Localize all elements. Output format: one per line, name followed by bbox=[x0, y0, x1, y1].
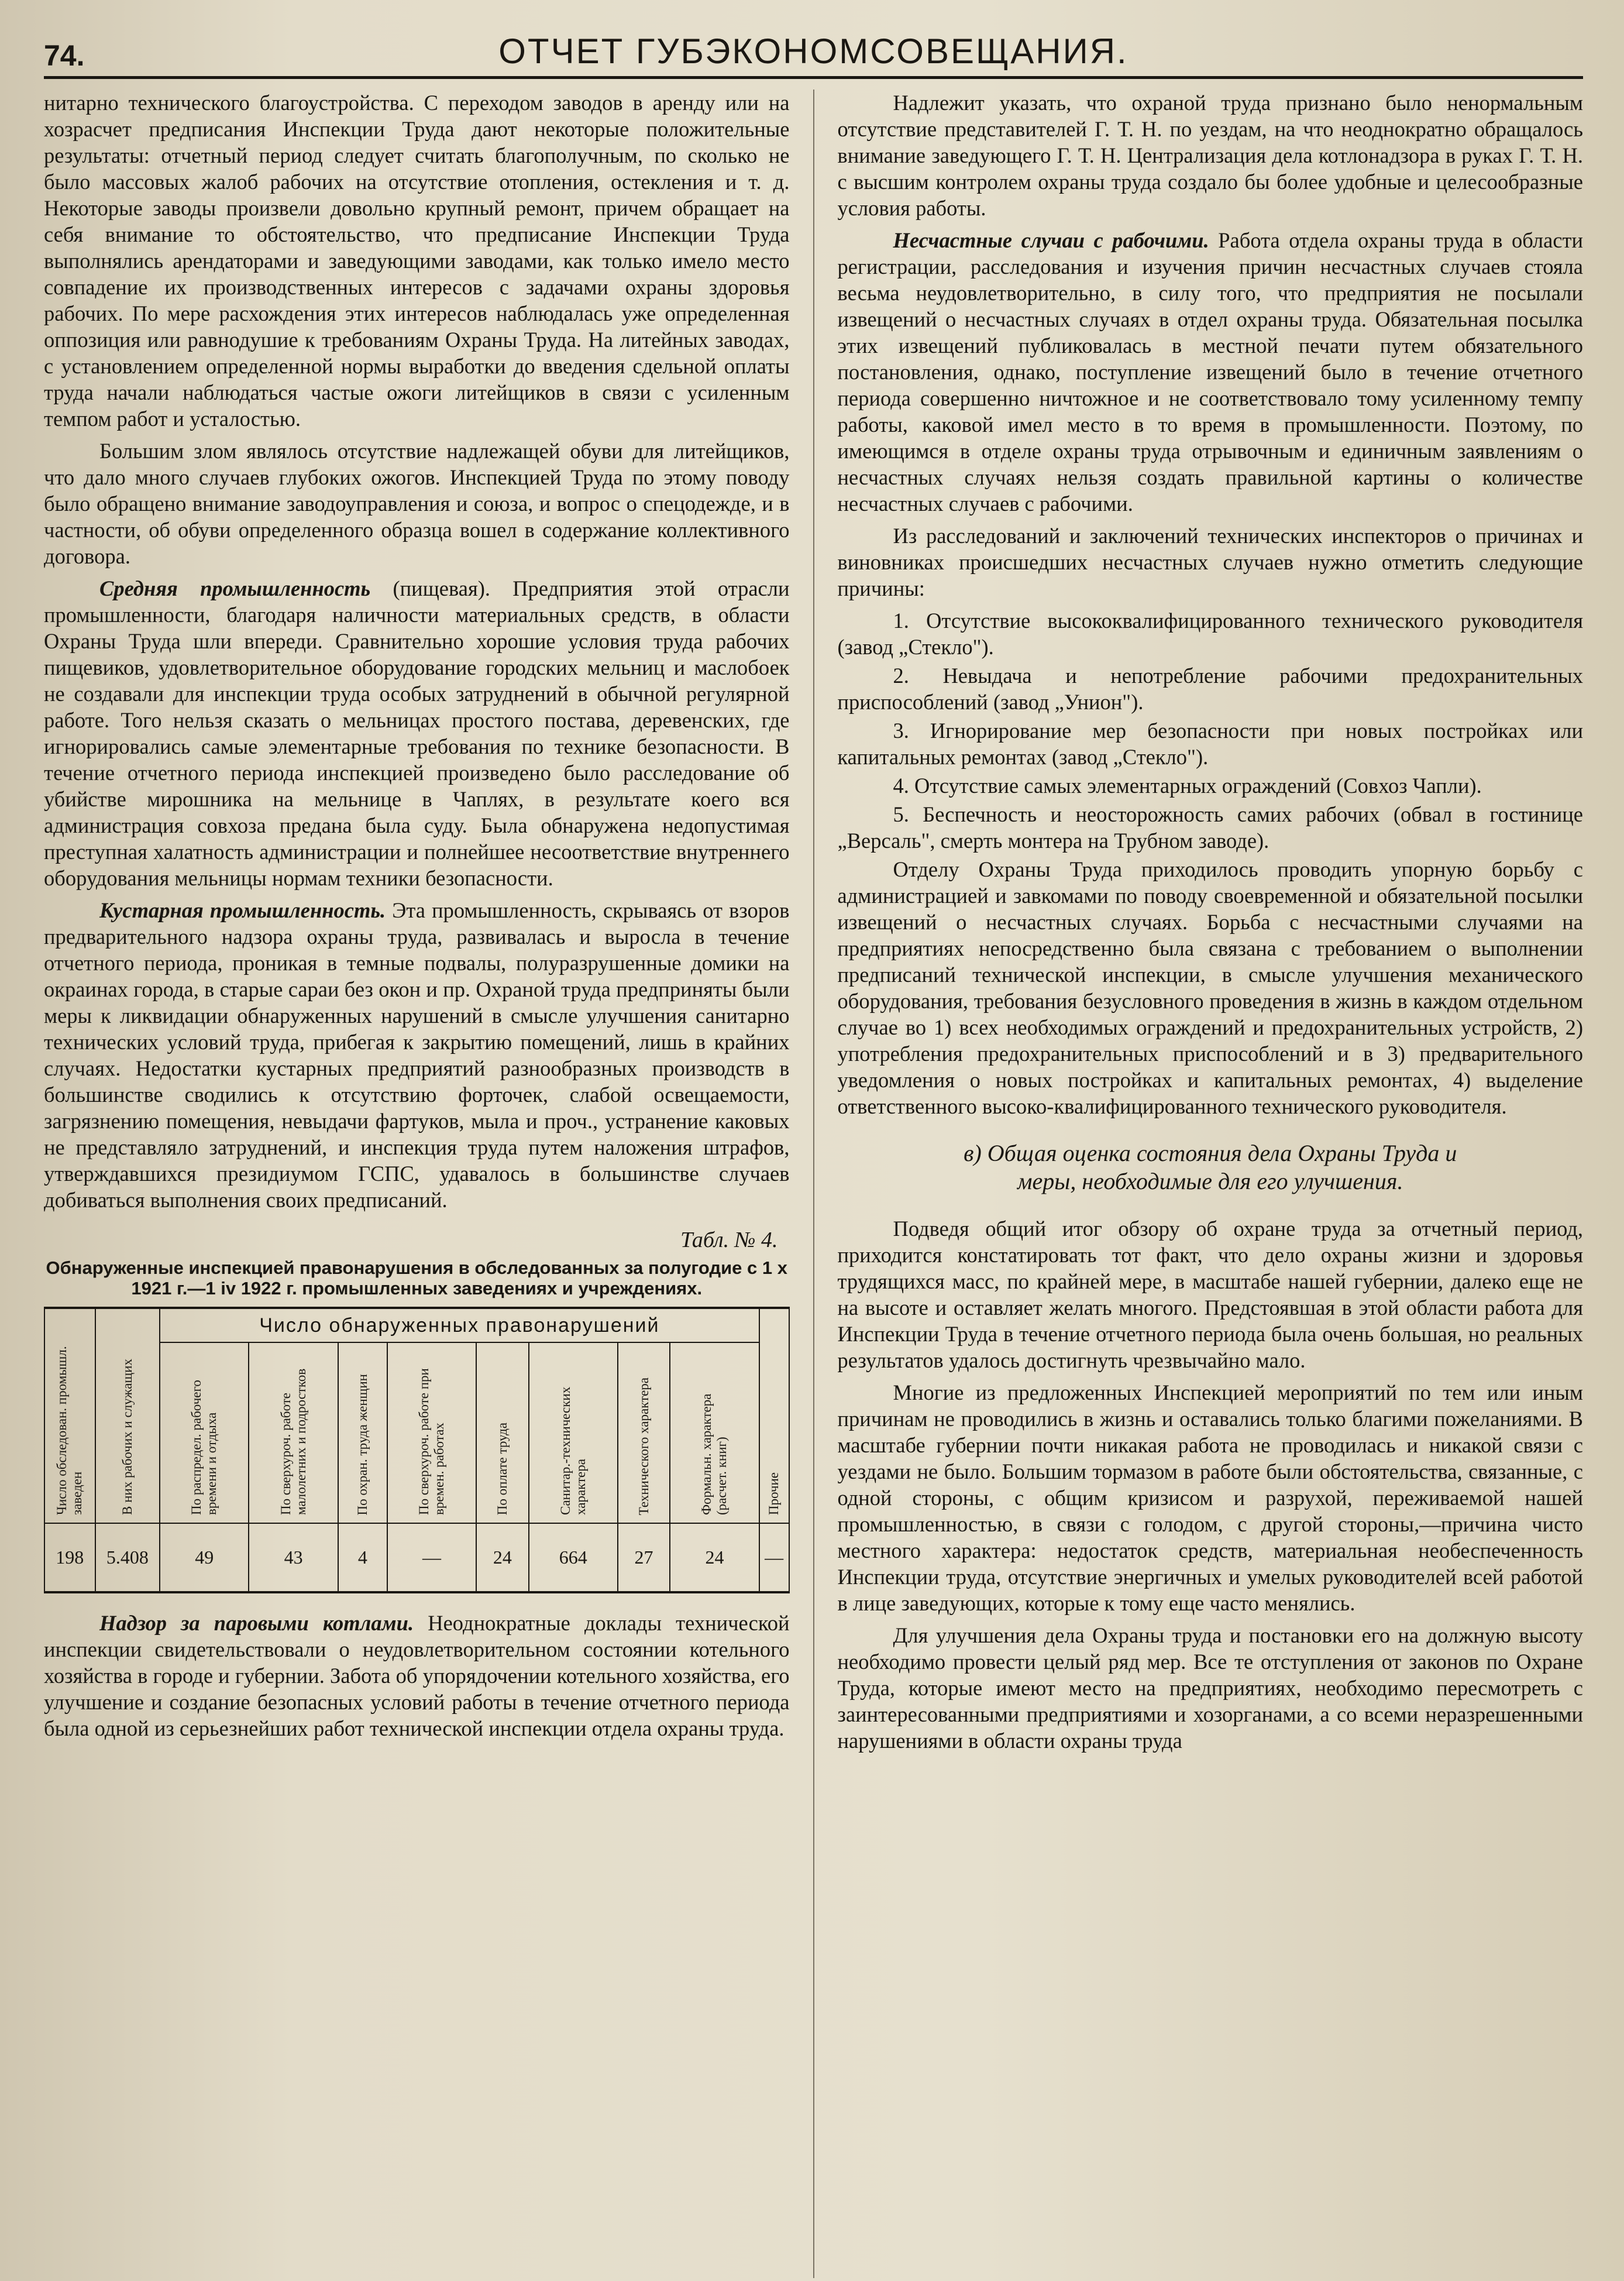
table-cell: 4 bbox=[338, 1523, 387, 1592]
table-cell: 24 bbox=[670, 1523, 759, 1592]
table-cell: 43 bbox=[249, 1523, 338, 1592]
left-column bbox=[44, 90, 813, 2278]
paragraph: Надлежит указать, что охраной труда признано было ненормальным отсутствие представителей Г. Т. Н. по уездам, на что неоднократно обращалось внимание заведующего Г. Т. Н. Централизация дела котлонадзора в руках Г. Т. Н. с высшим контролем охраны труда создало бы более удобные и целесообразные условия работы. bbox=[837, 91, 1583, 220]
paragraph bbox=[44, 1610, 790, 1741]
column-header: По сверхуроч. работе малолетних и подростков bbox=[249, 1342, 338, 1523]
column-header: В них рабочих и служащих bbox=[95, 1308, 160, 1523]
running-title: ОТЧЕТ ГУБЭКОНОМСОВЕЩАНИЯ. bbox=[498, 32, 1128, 71]
paragraph-text: Неоднократные доклады технической инспекции свидетельствовали о неудовлетворительном состоянии котельного хозяйства в городе и губернии. Забота об упорядочении котельного хозяйства, его улучшение и создание безопасных условий работы в течение отчетного периода была одной из серьезнейших работ технической инспекции отдела охраны труда. bbox=[44, 1611, 790, 1740]
right-column bbox=[813, 90, 1584, 2278]
violations-table bbox=[44, 1307, 790, 1593]
list-item: 3. Игнорирование мер безопасности при новых постройках или капитальных ремонтах (завод „Стекло"). bbox=[837, 719, 1583, 769]
paragraph bbox=[44, 575, 790, 891]
section-title: Кустарная промышленность. bbox=[99, 898, 386, 922]
section-title: Несчастные случаи с рабочими. bbox=[893, 228, 1209, 252]
paragraph: Многие из предложенных Инспекцией мероприятий по тем или иным причинам не проводились в жизнь и оставались только благими пожеланиями. В масштабе губернии почти никакая работа не проводилась и никакой связи с уездами не было. Большим тормазом в работе были обстоятельства, связанные, с одной стороны, с общим кризисом и разрухой, переживаемой нашей промышленностью, в связи с голодом, с другой стороны,—причина чисто местного характера: недостаток средств, материальная необеспеченность Инспекции труда, отсутствие энергичных и умелых руководителей всей работой в лице заведующих, которые к тому еще часто менялись. bbox=[837, 1380, 1583, 1615]
column-header: По распредел. рабочего времени и отдыха bbox=[160, 1342, 249, 1523]
list-item: 2. Невыдача и непотребление рабочими предохранительных приспособлений (завод „Унион"). bbox=[837, 664, 1583, 714]
table-cell: — bbox=[759, 1523, 789, 1592]
paragraph bbox=[44, 897, 790, 1213]
section-heading-line: меры, необходимые для его улучшения. bbox=[1017, 1168, 1403, 1194]
paragraph: Из расследований и заключений технических инспекторов о причинах и виновниках происшедших несчастных случаев нужно отметить следующие причины: bbox=[837, 524, 1583, 600]
group-header: Число обнаруженных правонарушений bbox=[160, 1308, 759, 1342]
column-header: Технического характера bbox=[618, 1342, 670, 1523]
paragraph bbox=[838, 227, 1584, 517]
column-header: Прочие bbox=[759, 1308, 789, 1523]
paragraph-text: Работа отдела охраны труда в области регистрации, расследования и изучения причин несчастных случаев стояла весьма неудовлетворительно, в силу того, что предприятия не посылали извещений о несчастных случаях в отдел охраны труда. Обязательная посылка этих извещений публиковалась в местной печати путем обязательного постановления, однако, поступление извещений было в течение отчетного периода совершенно ничтожное и не соответствовало тому усиленному темпу работы, каковой имел место в то время в промышленности. Поэтому, по имеющимся в отделе охраны труда отрывочным и единичным заявлениям о несчастных случаях нельзя создать правильной картины о количестве несчастных случаев с рабочими. bbox=[837, 228, 1583, 516]
paragraph: нитарно технического благоустройства. С переходом заводов в аренду или на хозрасчет предписания Инспекции Труда дают некоторые положительные результаты: отчетный период следует считать благополучным, по сколько не было массовых жалоб рабочих на отсутствие отопления, остекления и т. д. Некоторые заводы произвели довольно крупный ремонт, причем обращает на себя внимание то обстоятельство, что предписание Инспекции Труда выполнялись арендаторами и заведующими заводами, как только имело место совпадение их производственных интересов с задачами охраны здоровья рабочих. По мере расхождения этих интересов наблюдалась уже определенная оппозиция или равнодушие к требованиям Охраны Труда. На литейных заводах, с установлением определенной нормы выработки до введения сдельной оплаты труда начали наблюдаться частые ожоги литейщиков в связи с усиленным темпом работ и усталостью. bbox=[44, 91, 790, 431]
section-heading bbox=[838, 1139, 1584, 1196]
section-heading-line: в) Общая оценка состояния дела Охраны Труда и bbox=[964, 1140, 1457, 1166]
column-header: Число обследован. промышл. заведен bbox=[44, 1308, 95, 1523]
table-cell: 5.408 bbox=[95, 1523, 160, 1592]
paragraph-text: Эта промышленность, скрываясь от взоров предварительного надзора охраны труда, развивалась и выросла в течение отчетного периода, проникая в темные подвалы, полуразрушенные домики на окраинах города, в старые сараи без окон и пр. Охраной труда предприняты были меры к ликвидации обнаруженных нарушений в смысле улучшения санитарно технических условий труда, прибегая к закрытию помещений, лишь в крайних случаях. Недостатки кустарных предприятий разнообразных производств в большинстве сводились к отсутствию форточек, слабой освещаемости, загрязнению помещения, невыдачи фартуков, мыла и проч., устранение каковых не представляло затруднений, и инспекция труда путем наложения штрафов, утверждавшихся президиумом ГСПС, удавалось в большинстве случаев добиваться выполнения своих предписаний. bbox=[44, 898, 790, 1212]
page-number: 74. bbox=[44, 39, 85, 72]
column-header: Формальн. характера (расчет. книг) bbox=[670, 1342, 759, 1523]
section-title: Надзор за паровыми котлами. bbox=[99, 1611, 414, 1635]
paragraph: Подведя общий итог обзору об охране труда за отчетный период, приходится констатировать тот факт, что дело охраны жизни и здоровья трудящихся масс, по крайней мере, в масштабе нашей губернии, далеко еще не на высоте и оставляет желать многого. Предстоявшая в этой области работа для Инспекции Труда в течение отчетного периода была очень большая, но реальных результатов удалось достигнуть чрезвычайно мало. bbox=[837, 1217, 1583, 1372]
column-header: По сверхуроч. работе при времен. работах bbox=[387, 1342, 476, 1523]
paragraph: Отделу Охраны Труда приходилось проводить упорную борьбу с администрацией и завкомами по поводу своевременной и обязательной посылки извещений о несчастных случаях. Борьба с несчастными случаями на предприятиях непосредственно была связана с требованием о выполнении предписаний технической инспекции, в смысле улучшения механического оборудования, требования безусловного проведения в жизнь в каждом отдельном случае во 1) всех необходимых ограждений и предохранительных устройств, 2) употребления предохранительных приспособлений и в 3) предварительного уведомления о новых постройках и капитальных ремонтах, 4) выделение ответственного высоко-квалифицированного технического руководителя. bbox=[837, 857, 1583, 1118]
section-title: Средняя промышленность bbox=[99, 576, 371, 600]
column-header: По охран. труда женщин bbox=[338, 1342, 387, 1523]
paragraph: Большим злом являлось отсутствие надлежащей обуви для литейщиков, что дало много случаев глубоких ожогов. Инспекцией Труда по этому поводу было обращено внимание заводоуправления и союза, и вопрос о спецодежде, и в частности, об обуви определенного образца вошел в содержание коллективного договора. bbox=[44, 439, 790, 568]
column-header: Санитар.-технических характера bbox=[529, 1342, 618, 1523]
page-header bbox=[44, 18, 1583, 79]
table-row bbox=[44, 1523, 789, 1592]
list-item: 5. Беспечность и неосторожность самих рабочих (обвал в гостинице „Версаль", смерть монтера на Трубном заводе). bbox=[837, 802, 1583, 853]
table-caption: Обнаруженные инспекцией правонарушения в обследованных за полугодие с 1 x 1921 г.—1 iv 1922 г. промышленных заведениях и учреждениях. bbox=[46, 1258, 787, 1298]
paragraph: Для улучшения дела Охраны труда и постановки его на должную высоту необходимо провести целый ряд мер. Все те отступления от законов по Охране Труда, которые имеют место на предприятиях, необходимо пересмотреть с заинтересованными предприятиями и хозорганами, а со всеми неразрешенными нарушениями в области охраны труда bbox=[837, 1623, 1583, 1753]
table-cell: 49 bbox=[160, 1523, 249, 1592]
column-header: По оплате труда bbox=[476, 1342, 528, 1523]
table-cell: 198 bbox=[44, 1523, 95, 1592]
list-item: 4. Отсутствие самых элементарных ограждений (Совхоз Чапли). bbox=[893, 774, 1482, 798]
paragraph-text: (пищевая). Предприятия этой отрасли промышленности, благодаря наличности материальных средств, в области Охраны Труда шли впереди. Сравнительно хорошие условия труда рабочих пищевиков, удовлетворительное оборудование городских мельниц и маслобоек не создавали для инспекции труда особых затруднений в обычной регулярной работе. Того нельзя сказать о мельницах простого постава, деревенских, где игнорировались самые элементарные требования по технике безопасности. В течение отчетного периода инспекцией произведено было расследование об убийстве мирошника на мельнице в Чаплях, в результате коего вся администрация совхоза предана была суду. Была обнаружена недопустимая преступная халатность администрации и полнейшее несоответствие внутреннего оборудования мельницы нормам техники безопасности. bbox=[44, 576, 790, 890]
table-cell: 664 bbox=[529, 1523, 618, 1592]
text-columns bbox=[44, 90, 1583, 2278]
table-cell: 24 bbox=[476, 1523, 528, 1592]
table-label: Табл. № 4. bbox=[680, 1228, 778, 1252]
list-item: 1. Отсутствие высококвалифицированного технического руководителя (завод „Стекло"). bbox=[837, 609, 1583, 659]
table-cell: 27 bbox=[618, 1523, 670, 1592]
table-cell: — bbox=[387, 1523, 476, 1592]
